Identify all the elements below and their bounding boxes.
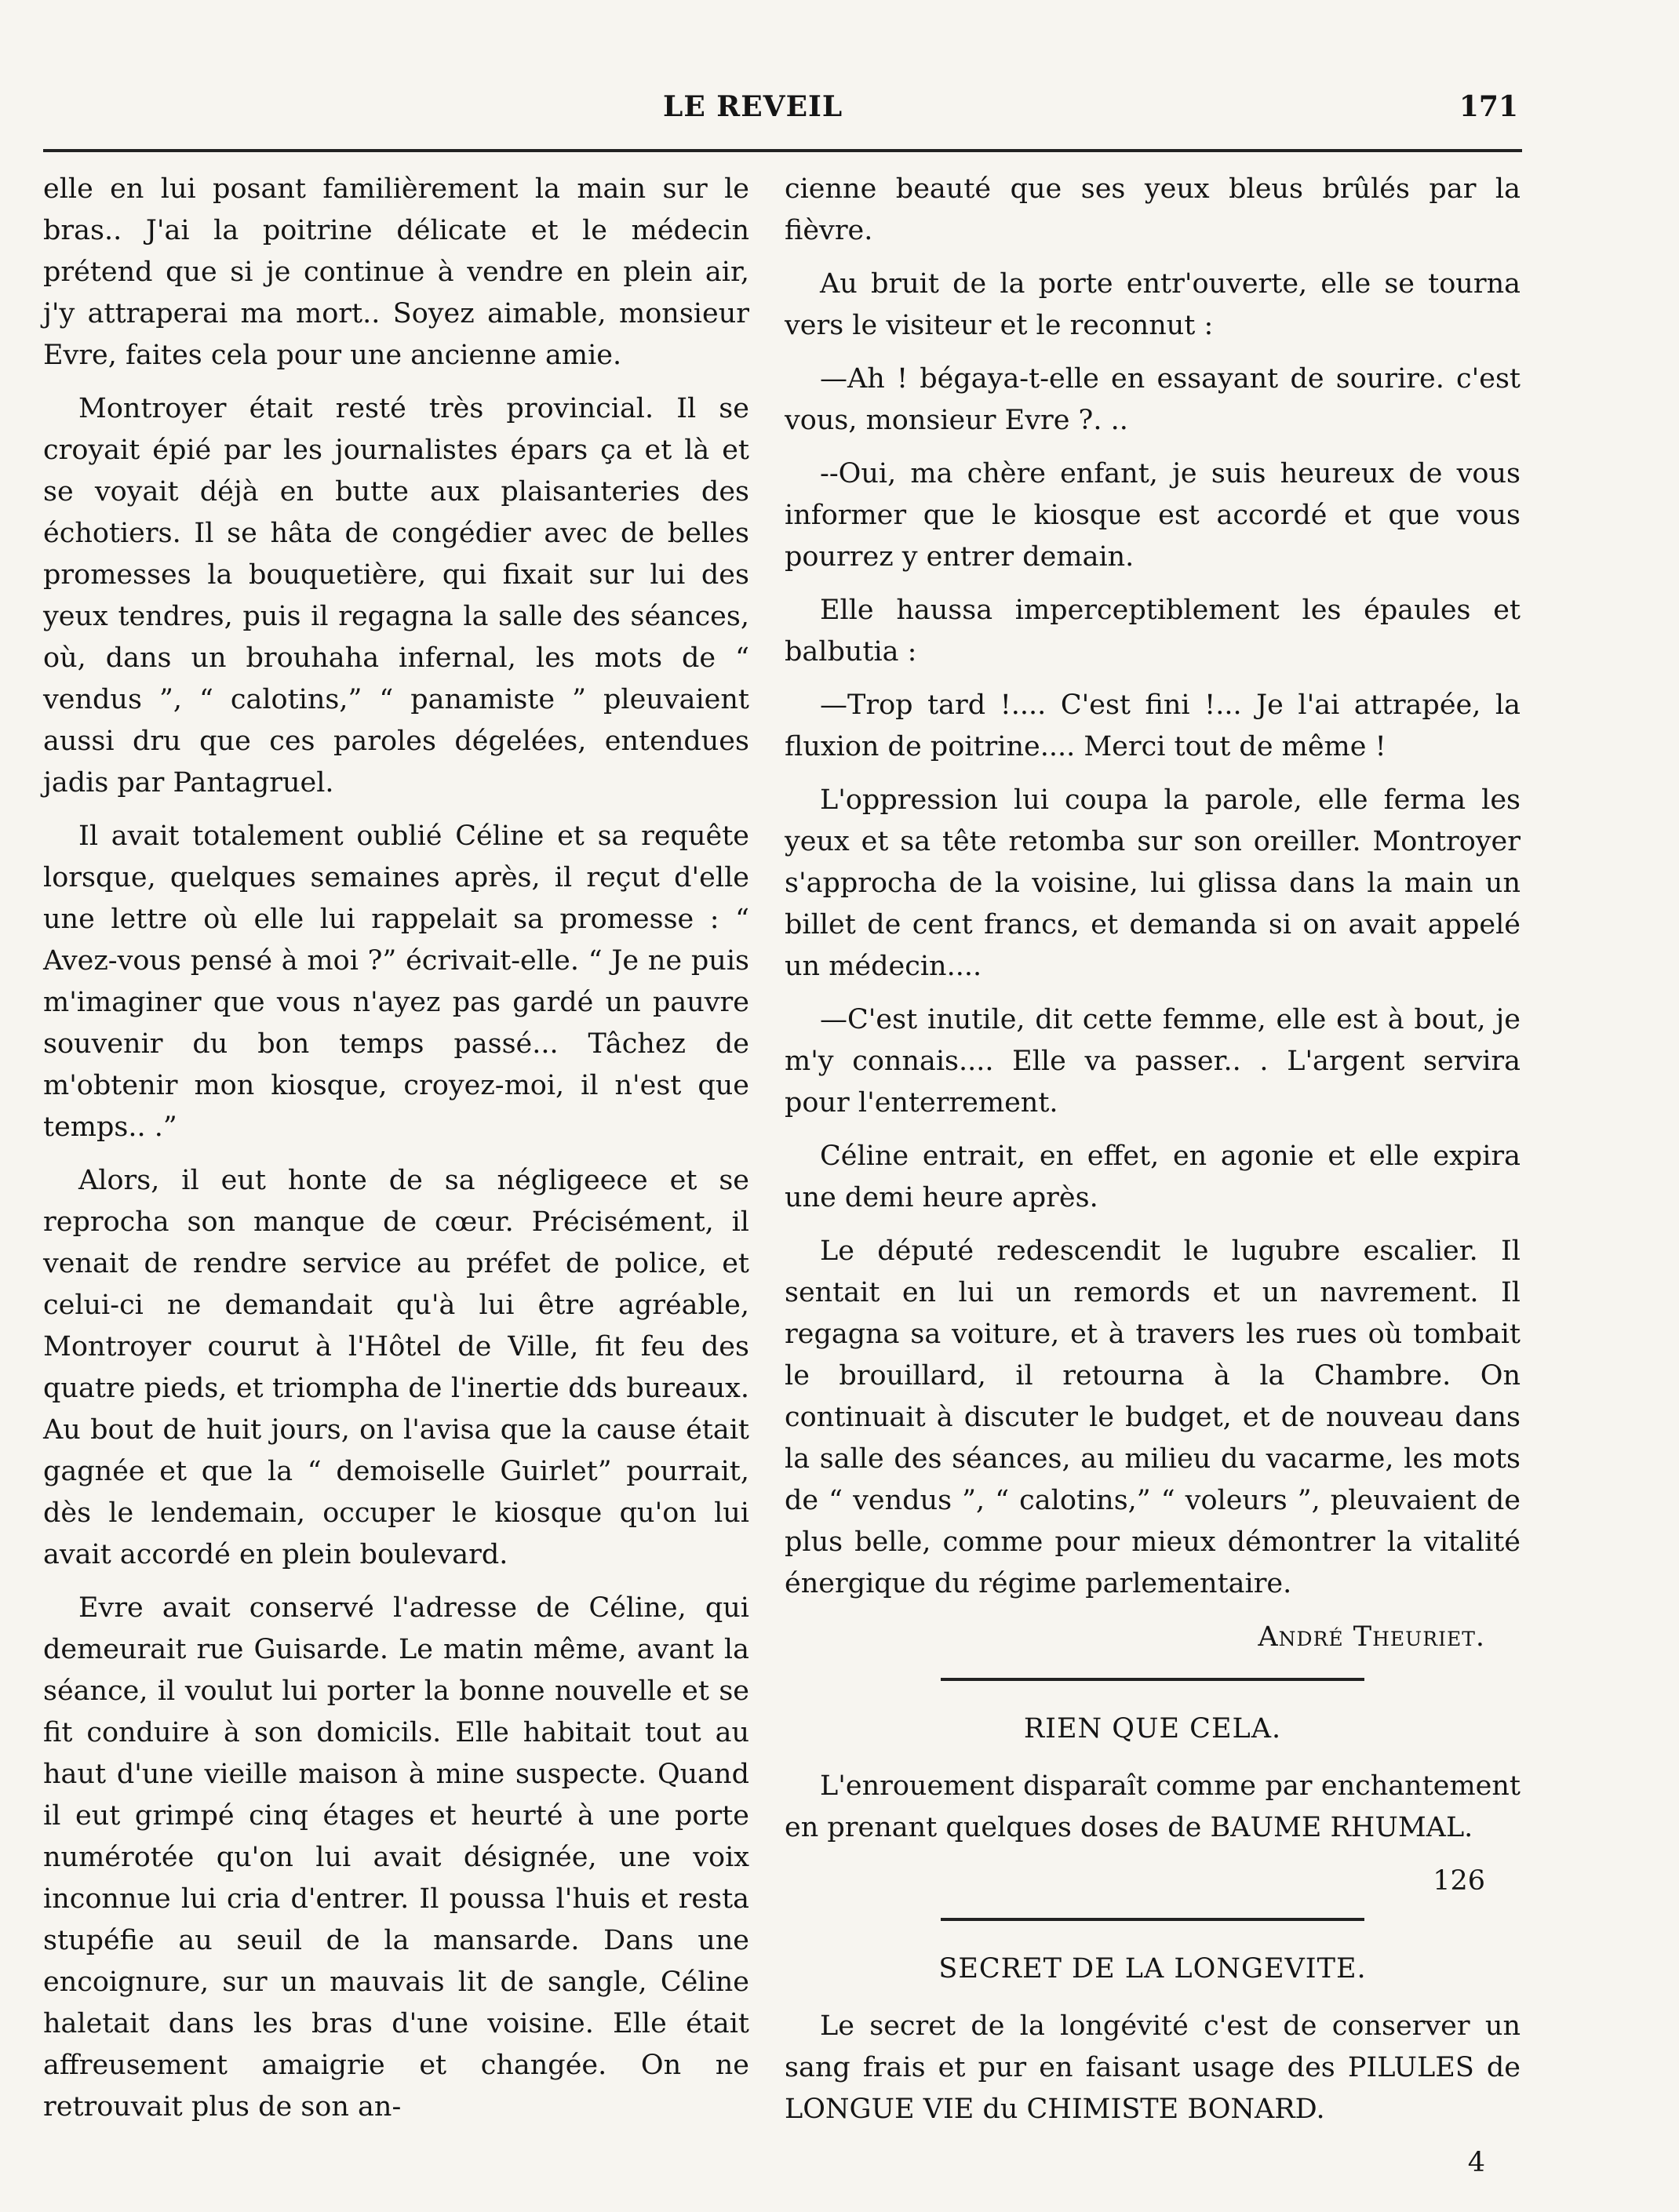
journal-title: LE REVEIL: [663, 90, 843, 123]
ad-text: L'enrouement disparaît comme par enchantement en prenant quelques doses de BAUME RHUMAL.: [785, 1770, 1521, 1843]
paragraph: Céline entrait, en effet, en agonie et elle expira une demi heure après.: [785, 1141, 1521, 1213]
ad-heading: RIEN QUE CELA.: [1023, 1713, 1282, 1744]
paragraph: —C'est inutile, dit cette femme, elle est à bout, je m'y connais.... Elle va passer.. . L'argent servira pour l'enterrement.: [785, 1004, 1521, 1119]
left-column: [43, 169, 749, 2140]
section-rule: [941, 1918, 1364, 1921]
paragraph: Il avait totalement oublié Céline et sa requête lorsque, quelques semaines après, il reçut d'elle une lettre où elle lui rappelait sa promesse : “ Avez-vous pensé à moi ?” écrivait-elle. “ Je ne puis m'imaginer que vous n'ayez pas gardé un pauvre souvenir du bon temps passé... Tâchez de m'obtenir mon kiosque, croyez-moi, il n'est que temps.. .”: [43, 820, 749, 1143]
header-rule: [43, 149, 1522, 152]
paragraph: —Trop tard !.... C'est fini !... Je l'ai attrapée, la fluxion de poitrine.... Merci tout de même !: [785, 689, 1521, 762]
ad-heading: SECRET DE LA LONGEVITE.: [938, 1953, 1367, 1985]
ad-number: 126: [1433, 1865, 1485, 1897]
paragraph: Montroyer était resté très provincial. Il se croyait épié par les journalistes épars ça et là et se voyait déjà en butte aux plaisanteries des échotiers. Il se hâta de congédier avec de belles promesses la bouquetière, qui fixait sur lui des yeux tendres, puis il regagna la salle des séances, où, dans un brouhaha infernal, les mots de “ vendus ”, “ calotins,” “ panamiste ” pleuvaient aussi dru que ces paroles dégelées, entendues jadis par Pantagruel.: [43, 393, 749, 799]
paragraph: L'oppression lui coupa la parole, elle ferma les yeux et sa tête retomba sur son oreiller. Montroyer s'approcha de la voisine, lui glissa dans la main un billet de cent francs, et demanda si on avait appelé un médecin....: [785, 784, 1521, 982]
paragraph: Au bruit de la porte entr'ouverte, elle se tourna vers le visiteur et le reconnut :: [785, 268, 1521, 341]
running-header: [43, 90, 1518, 137]
paragraph: Elle haussa imperceptiblement les épaules et balbutia :: [785, 595, 1521, 668]
paragraph: Alors, il eut honte de sa négligeece et se reprocha son manque de cœur. Précisément, il venait de rendre service au préfet de police, et celui-ci ne demandait qu'à lui être agréable, Montroyer courut à l'Hôtel de Ville, fit feu des quatre pieds, et triompha de l'inertie dds bureaux. Au bout de huit jours, on l'avisa que la cause était gagnée et que la “ demoiselle Guirlet” pourrait, dès le lendemain, occuper le kiosque qu'on lui avait accordé en plein boulevard.: [43, 1165, 749, 1570]
section-rule: [941, 1678, 1364, 1681]
author-signature: André Theuriet.: [1258, 1621, 1485, 1653]
paragraph: Evre avait conservé l'adresse de Céline, qui demeurait rue Guisarde. Le matin même, avant la séance, il voulut lui porter la bonne nouvelle et se fit conduire à son domicils. Elle habitait tout au haut d'une vieille maison à mine suspecte. Quand il eut grimpé cinq étages et heurté à une porte numérotée qu'on lui avait désignée, une voix inconnue lui cria d'entrer. Il poussa l'huis et resta stupéfie au seuil de la mansarde. Dans une encoignure, sur un mauvais lit de sangle, Céline haletait dans les bras d'une voisine. Elle était affreusement amaigrie et changée. On ne retrouvait plus de son an-: [43, 1592, 749, 2123]
paragraph: elle en lui posant familièrement la main sur le bras.. J'ai la poitrine délicate et le médecin prétend que si je continue à vendre en plein air, j'y attraperai ma mort.. Soyez aimable, monsieur Evre, faites cela pour une ancienne amie.: [43, 173, 749, 371]
ad-number: 4: [1467, 2147, 1485, 2178]
right-column: [785, 169, 1521, 2184]
paragraph: --Oui, ma chère enfant, je suis heureux de vous informer que le kiosque est accordé et que vous pourrez y entrer demain.: [785, 458, 1521, 573]
paragraph: Le député redescendit le lugubre escalier. Il sentait en lui un remords et un navrement. Il regagna sa voiture, et à travers les rues où tombait le brouillard, il retourna à la Chambre. On continuait à discuter le budget, et de nouveau dans la salle des séances, au milieu du vacarme, les mots de “ vendus ”, “ calotins,” “ voleurs ”, pleuvaient de plus belle, comme pour mieux démontrer la vitalité énergique du régime parlementaire.: [785, 1235, 1521, 1599]
ad-text: Le secret de la longévité c'est de conserver un sang frais et pur en faisant usage des PILULES de LONGUE VIE du CHIMISTE BONARD.: [785, 2010, 1521, 2125]
paragraph: —Ah ! bégaya-t-elle en essayant de sourire. c'est vous, monsieur Evre ?. ..: [785, 363, 1521, 436]
page-number: 171: [1459, 90, 1518, 123]
paragraph: cienne beauté que ses yeux bleus brûlés par la fièvre.: [785, 173, 1521, 246]
